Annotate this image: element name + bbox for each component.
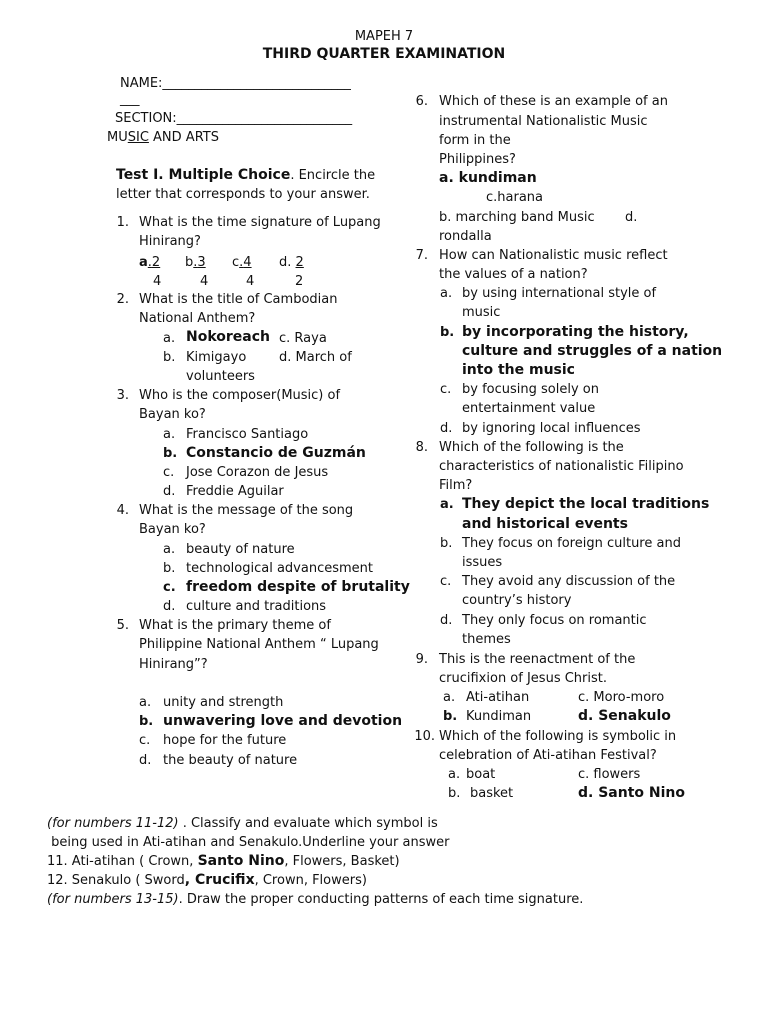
option-letter: a. [440,497,454,512]
option-b[interactable]: basket [470,786,514,801]
instruction-11-12: (for numbers 11-12) . Classify and evaluate which symbol is [47,816,438,831]
question-text: Bayan ko? [139,522,206,537]
option-b[interactable]: They focus on foreign culture and [462,536,681,551]
option-letter: a. [448,767,461,782]
question-number: 8. [415,440,428,455]
option-c[interactable]: They avoid any discussion of the [462,574,676,589]
question-text: What is the time signature of Lupang [139,215,381,230]
option-c-continuation: country’s history [462,593,572,608]
option-d[interactable]: d. March of [279,350,352,365]
option-d[interactable]: d. 2 [279,255,304,270]
question-number: 1. [116,215,129,230]
question-number: 3. [116,388,129,403]
option-b[interactable]: by incorporating the history, [462,324,689,340]
option-c[interactable]: c. flowers [578,767,641,782]
question-text: Film? [439,478,473,493]
option-letter: a. [443,690,456,705]
option-letter: b. [163,561,176,576]
option-c-continuation: entertainment value [462,401,596,416]
option-d[interactable]: the beauty of nature [163,753,298,768]
option-letter: b. [163,350,176,365]
option-letter: b. [139,714,154,729]
question-text: National Anthem? [139,311,256,326]
option-c[interactable]: c.harana [486,190,544,205]
option-a[interactable]: Francisco Santiago [186,427,309,442]
option-b[interactable]: technological advancesment [186,561,373,576]
option-c[interactable]: c. Moro-moro [578,690,665,705]
option-letter: d. [440,613,453,628]
option-letter: a. [440,286,453,301]
option-c[interactable]: Jose Corazon de Jesus [186,465,329,480]
option-a[interactable]: Nokoreach [186,329,270,345]
option-d[interactable]: culture and traditions [186,599,327,614]
option-c[interactable]: c. Raya [279,331,327,346]
option-letter: a. [163,331,176,346]
option-d[interactable]: by ignoring local influences [462,421,641,436]
option-b-continuation: culture and struggles of a nation [462,343,723,359]
question-text: Who is the composer(Music) of [139,388,341,403]
question-text: Philippine National Anthem “ Lupang [139,637,379,652]
option-letter: c. [139,733,151,748]
question-text: Which of these is an example of an [439,94,668,109]
option-d-continuation: volunteers [186,369,255,384]
option-a-continuation: and historical events [462,516,628,532]
option-b[interactable]: unwavering love and devotion [163,713,403,729]
question-number: 2. [116,292,129,307]
option-a[interactable]: by using international style of [462,286,657,301]
question-text: Hinirang”? [139,657,208,672]
option-d[interactable]: They only focus on romantic [462,613,647,628]
time-sig-bottom-a: 4 [153,274,162,289]
exam-title: THIRD QUARTER EXAMINATION [262,46,506,62]
option-b[interactable]: b. marching band Music [439,210,595,225]
option-letter: a. [163,542,176,557]
option-b[interactable]: Kundiman [466,709,532,724]
section-field[interactable]: SECTION:___________________________ [115,111,353,126]
question-text: form in the [439,133,511,148]
question-text: Hinirang? [139,234,201,249]
question-text: Philippines? [439,152,516,167]
question-text: Which of the following is symbolic in [439,729,677,744]
option-letter: d. [139,753,152,768]
option-letter: b. [163,446,178,461]
option-a[interactable]: unity and strength [163,695,284,710]
option-b-continuation: into the music [462,362,575,378]
option-c[interactable]: c.4 [232,255,252,270]
question-number: 9. [415,652,428,667]
test1-instruction: . Encircle the [290,168,376,183]
option-b[interactable]: Kimigayo [186,350,247,365]
option-letter: a. [163,427,176,442]
instruction-13-15: (for numbers 13-15). Draw the proper conducting patterns of each time signature. [47,892,584,907]
option-a-continuation: music [462,305,501,320]
option-d[interactable]: d. [625,210,638,225]
strand-label [107,128,219,147]
question-text: What is the primary theme of [139,618,331,633]
option-c[interactable]: freedom despite of brutality [186,579,410,595]
option-letter: b. [440,325,455,340]
test1-instruction-line2: letter that corresponds to your answer. [116,187,370,202]
option-letter: b. [443,709,458,724]
time-sig-bottom-b: 4 [200,274,209,289]
option-d[interactable]: Freddie Aguilar [186,484,284,499]
option-b[interactable]: b.3 [185,255,206,270]
option-letter: d. [440,421,453,436]
option-a[interactable]: beauty of nature [186,542,295,557]
question-text: characteristics of nationalistic Filipino [439,459,684,474]
option-a[interactable]: boat [466,767,496,782]
question-text: What is the message of the song [139,503,354,518]
test1-heading [116,166,375,185]
option-letter: c. [440,382,452,397]
option-letter: a. [139,695,152,710]
option-d-continuation: themes [462,632,511,647]
option-a[interactable]: Ati-atihan [466,690,530,705]
question-text: This is the reenactment of the [439,652,636,667]
option-letter: d. [163,484,176,499]
question-text: the values of a nation? [439,267,588,282]
item-12: 12. Senakulo ( Sword, Crucifix, Crown, Flowers) [47,872,367,888]
subject-heading: MAPEH 7 [354,29,414,44]
option-letter: c. [440,574,452,589]
question-number: 7. [415,248,428,263]
option-letter: b. [448,786,461,801]
strand-mu: MU [107,130,128,145]
test1-title: Test I. Multiple Choice [116,167,291,183]
option-b[interactable]: Constancio de Guzmán [186,445,366,461]
question-text: instrumental Nationalistic Music [439,114,648,129]
option-c[interactable]: hope for the future [163,733,287,748]
question-number: 10. [414,729,435,744]
strand-rest: AND ARTS [148,130,219,145]
name-field-continuation: ___ [120,92,140,107]
time-sig-bottom-d: 2 [295,274,304,289]
option-letter: c. [163,580,176,595]
option-d[interactable]: d. Senakulo [578,708,671,724]
time-sig-bottom-c: 4 [246,274,255,289]
question-text: Which of the following is the [439,440,624,455]
instruction-11-12-line2: being used in Ati-atihan and Senakulo.Underline your answer [47,835,450,850]
question-number: 6. [415,94,428,109]
option-letter: b. [440,536,453,551]
option-d-continuation: rondalla [439,229,492,244]
item-11: 11. Ati-atihan ( Crown, Santo Nino, Flowers, Basket) [47,853,400,869]
option-a[interactable]: They depict the local traditions [462,496,710,512]
option-c[interactable]: by focusing solely on [462,382,599,397]
answer-santo-nino[interactable]: Santo Nino [197,853,285,869]
strand-sic: SIC [127,130,149,145]
answer-crucifix[interactable]: , Crucifix [184,872,255,888]
question-text: crucifixion of Jesus Christ. [439,671,607,686]
question-number: 4. [116,503,129,518]
question-number: 5. [116,618,129,633]
option-letter: c. [163,465,175,480]
question-text: Bayan ko? [139,407,206,422]
option-b-continuation: issues [462,555,503,570]
option-a[interactable]: a. kundiman [439,170,537,186]
question-text: How can Nationalistic music reflect [439,248,668,263]
question-text: What is the title of Cambodian [139,292,338,307]
name-field[interactable]: NAME:_____________________________ [120,76,351,91]
option-d[interactable]: d. Santo Nino [578,785,685,801]
option-letter: d. [163,599,176,614]
question-text: celebration of Ati-atihan Festival? [439,748,657,763]
option-a[interactable]: a.2 [139,255,161,270]
